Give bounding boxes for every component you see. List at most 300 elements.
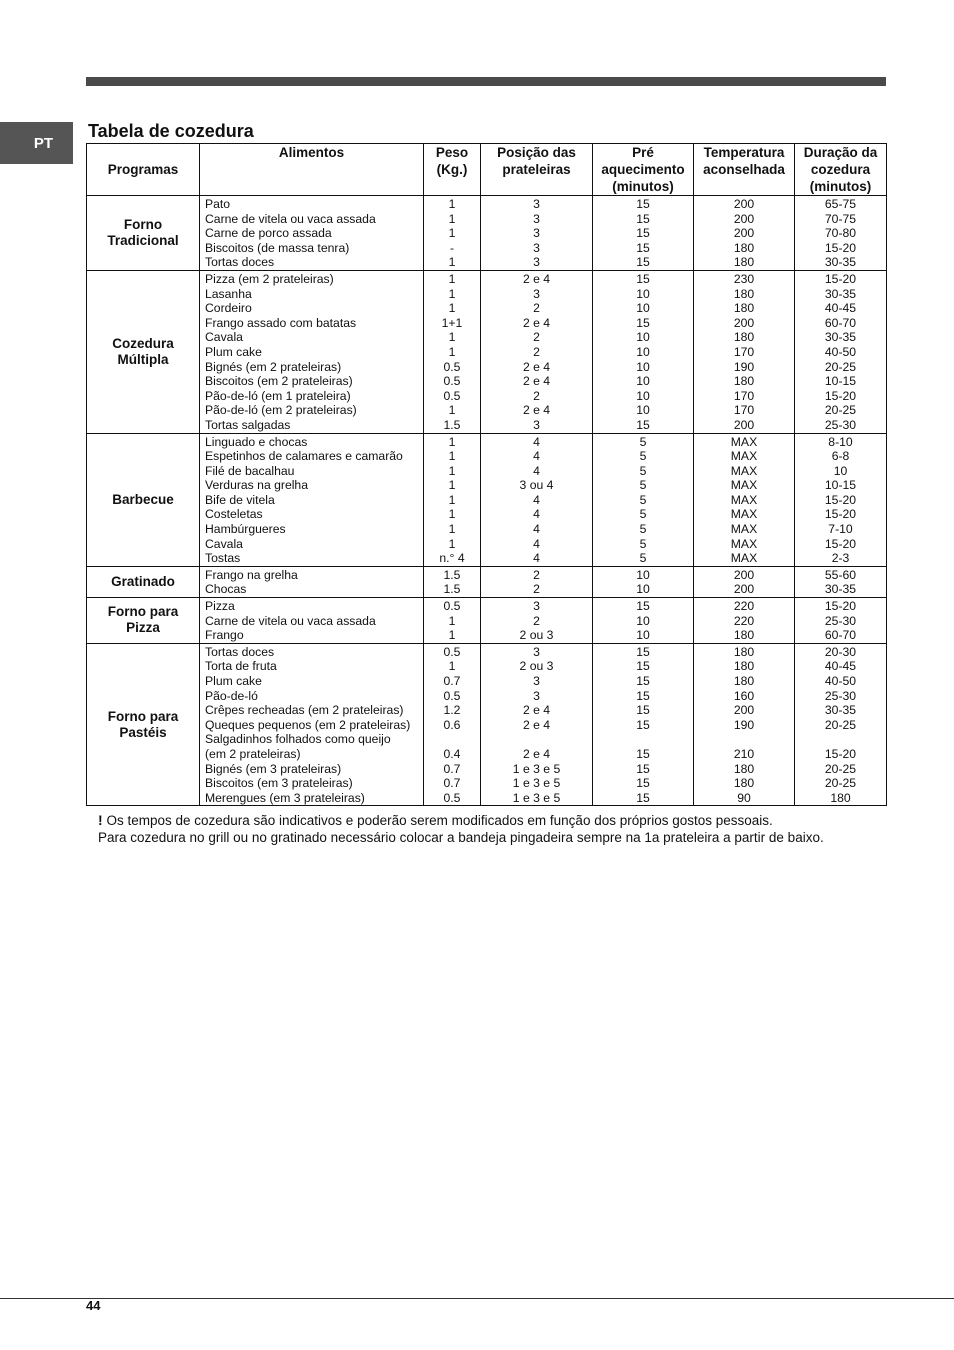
peso-value: 0.7 [443,761,461,776]
peso-value: 0.5 [443,599,461,614]
header-pre-line: aquecimento [601,162,685,177]
peso-value: 1+1 [441,315,463,330]
food-value: Pizza [205,599,235,614]
program-cell [87,643,200,806]
peso-value [424,732,480,747]
duracao-cell [795,433,887,566]
program-name: Forno para [107,604,179,620]
temperatura-value: 230 [733,271,755,286]
header-duracao-line: cozedura [810,162,871,177]
posicao-value: 2 ou 3 [519,659,554,674]
header-posicao-line: prateleiras [502,162,571,177]
table-row [87,643,887,806]
peso-cell [424,643,481,806]
temperatura-value: MAX [730,492,758,507]
pre-aquecimento-value: 10 [636,374,650,389]
page-number: 44 [86,1298,101,1313]
program-name: Tradicional [107,232,179,248]
temperatura-value: MAX [730,551,758,566]
temperatura-value [694,732,794,747]
peso-value: 1 [448,344,456,359]
temperatura-cell [694,598,795,644]
pre-aquecimento-value: 10 [636,359,650,374]
pre-aquecimento-cell [593,196,694,271]
duracao-value: 30-35 [824,286,857,301]
food-value: Biscoitos (de massa tenra) [205,240,350,255]
peso-value: 1 [448,403,456,418]
pre-aquecimento-value: 10 [636,286,650,301]
program-name: Pizza [126,620,160,636]
pre-aquecimento-value: 10 [636,301,650,316]
food-value: Cordeiro [205,301,252,316]
pre-aquecimento-value: 15 [636,644,650,659]
header-temperatura-line: Temperatura [703,145,785,160]
pre-aquecimento-value: 5 [639,522,647,537]
program-name: Gratinado [111,573,175,589]
footnote-line-2: Para cozedura no grill ou no gratinado necessário colocar a bandeja pingadeira sempre na 1a prateleira a partir de baixo. [98,830,824,845]
food-cell [200,433,424,566]
peso-cell [424,196,481,271]
duracao-value: 25-30 [824,613,857,628]
food-value: Filé de bacalhau [205,463,295,478]
food-value: Bignés (em 3 prateleiras) [205,761,342,776]
peso-value: 1 [448,659,456,674]
duracao-value: 2-3 [831,551,850,566]
peso-value: 0.5 [443,688,461,703]
peso-value: 0.5 [443,388,461,403]
pre-aquecimento-value: 15 [636,746,650,761]
temperatura-cell [694,433,795,566]
food-value: Carne de vitela ou vaca assada [205,613,376,628]
posicao-value: 2 e 4 [522,374,551,389]
posicao-value: 3 [533,226,540,241]
duracao-value: 15-20 [824,492,857,507]
duracao-value: 60-70 [824,315,857,330]
program-cell [87,598,200,644]
duracao-value: 6-8 [831,449,850,464]
pre-aquecimento-value: 5 [639,492,647,507]
food-value: Pato [205,197,231,211]
food-cell [200,643,424,806]
pre-aquecimento-value: 15 [636,688,650,703]
posicao-value: 4 [533,492,540,507]
header-pre-line: Pré [632,145,654,160]
pre-aquecimento-value: 15 [636,211,650,226]
food-cell [200,566,424,597]
temperatura-value: 180 [733,776,755,791]
temperatura-value: 180 [733,374,755,389]
table-row [87,433,887,566]
peso-cell [424,433,481,566]
header-temperatura [694,144,795,196]
duracao-value: 30-35 [824,582,857,597]
pre-aquecimento-value: 10 [636,388,650,403]
pre-aquecimento-value: 15 [636,271,650,286]
posicao-value: 4 [533,551,540,566]
duracao-value: 20-25 [824,761,857,776]
peso-value: 1 [448,330,456,345]
posicao-value: 3 [533,674,540,688]
food-value: Espetinhos de calamares e camarão [205,449,403,464]
food-value: Frango assado com batatas [205,315,357,330]
posicao-value: 3 [533,286,540,301]
pre-aquecimento-value: 15 [636,659,650,674]
pre-aquecimento-value [593,732,693,747]
duracao-value: 180 [830,790,851,805]
posicao-cell [481,566,593,597]
posicao-value: 2 e 4 [522,359,551,374]
pre-aquecimento-value: 15 [636,761,650,776]
pre-aquecimento-value: 10 [636,567,650,582]
temperatura-value: 170 [733,344,755,359]
peso-value: 1.5 [443,567,461,582]
food-value: Tortas doces [205,644,275,659]
footnote-line-1: Os tempos de cozedura são indicativos e poderão serem modificados em função dos próprios gostos pessoais. [106,813,773,828]
posicao-value: 3 [533,644,540,659]
posicao-value: 1 e 3 e 5 [512,790,561,805]
posicao-value: 4 [533,522,540,537]
table-body [87,196,887,806]
peso-value: 1.2 [443,703,461,718]
duracao-value: 70-80 [824,226,857,241]
peso-value: n.° 4 [439,551,465,566]
header-temperatura-line: aconselhada [703,162,785,177]
posicao-value: 3 [533,599,540,614]
peso-cell [424,270,481,433]
posicao-value: 2 e 4 [522,403,551,418]
food-value: (em 2 prateleiras) [205,746,301,761]
program-name: Cozedura [112,335,174,351]
duracao-value: 15-20 [824,507,857,522]
temperatura-value: 200 [733,582,755,597]
food-value: Pão-de-ló (em 2 prateleiras) [205,403,357,418]
posicao-value: 2 [533,344,540,359]
header-duracao [795,144,887,196]
pre-aquecimento-value: 10 [636,628,650,643]
pre-aquecimento-value: 5 [639,507,647,522]
peso-value: 1 [448,197,456,211]
food-value: Linguado e chocas [205,434,308,449]
duracao-value: 25-30 [824,688,857,703]
temperatura-value: 220 [733,599,755,614]
food-value: Chocas [205,582,247,597]
posicao-value: 2 [533,388,540,403]
peso-cell [424,598,481,644]
temperatura-cell [694,643,795,806]
pre-aquecimento-value: 10 [636,582,650,597]
food-value: Cavala [205,330,243,345]
temperatura-value: 180 [733,628,755,643]
peso-value: 1 [448,255,456,270]
peso-value: 1 [448,226,456,241]
food-value: Tortas doces [205,255,275,270]
duracao-value: 40-50 [824,344,857,359]
top-decorative-bar [86,77,886,86]
pre-aquecimento-value: 5 [639,449,647,464]
temperatura-cell [694,196,795,271]
food-value: Tostas [205,551,241,566]
posicao-cell [481,196,593,271]
posicao-value: 2 ou 3 [519,628,554,643]
food-value: Queques pequenos (em 2 prateleiras) [205,717,411,732]
program-cell [87,433,200,566]
cooking-table [86,143,887,806]
header-peso-line: Peso [435,145,469,160]
table-row [87,270,887,433]
program-name: Múltipla [117,351,169,367]
peso-value: - [449,240,455,255]
peso-value: 0.4 [443,746,461,761]
posicao-value: 3 [533,197,540,211]
temperatura-cell [694,270,795,433]
peso-value: 1 [448,492,456,507]
temperatura-value: 210 [733,746,755,761]
peso-value: 0.6 [443,717,461,732]
duracao-value: 20-25 [824,403,857,418]
posicao-value: 4 [533,536,540,551]
food-value: Frango na grelha [205,567,298,582]
pre-aquecimento-value: 5 [639,478,647,493]
pre-aquecimento-value: 15 [636,240,650,255]
duracao-value: 15-20 [824,746,857,761]
posicao-value: 3 [533,417,540,432]
pre-aquecimento-value: 5 [639,536,647,551]
duracao-value: 20-30 [824,644,857,659]
temperatura-value: MAX [730,522,758,537]
peso-value: 0.7 [443,776,461,791]
temperatura-value: 200 [733,211,755,226]
table-row [87,598,887,644]
food-value: Pão-de-ló (em 1 prateleira) [205,388,351,403]
food-cell [200,598,424,644]
temperatura-value: 90 [737,790,751,805]
pre-aquecimento-cell [593,598,694,644]
header-programas: Programas [87,144,200,196]
pre-aquecimento-value: 5 [639,463,647,478]
pre-aquecimento-value: 15 [636,197,650,211]
temperatura-value: 180 [733,330,755,345]
temperatura-value: MAX [730,463,758,478]
posicao-value: 2 e 4 [522,703,551,718]
peso-value: 1 [448,271,456,286]
peso-value: 1 [448,449,456,464]
peso-value: 0.5 [443,644,461,659]
bottom-rule [0,1298,954,1299]
temperatura-value: 180 [733,644,755,659]
duracao-value: 30-35 [824,330,857,345]
peso-value: 1 [448,211,456,226]
posicao-value: 2 e 4 [522,315,551,330]
header-peso [424,144,481,196]
peso-value: 0.7 [443,674,461,688]
posicao-value: 3 [533,240,540,255]
header-duracao-line: Duração da [803,145,878,160]
posicao-value: 2 e 4 [522,746,551,761]
program-cell [87,566,200,597]
pre-aquecimento-value: 15 [636,417,650,432]
duracao-value: 20-25 [824,717,857,732]
duracao-value: 65-75 [824,197,857,211]
pre-aquecimento-value: 10 [636,403,650,418]
posicao-value: 4 [533,507,540,522]
posicao-cell [481,598,593,644]
duracao-value: 25-30 [824,417,857,432]
duracao-value: 40-45 [824,659,857,674]
posicao-value: 2 [533,330,540,345]
pre-aquecimento-value: 5 [639,551,647,566]
temperatura-value: 180 [733,255,755,270]
program-name: Barbecue [112,491,174,507]
food-cell [200,270,424,433]
food-value: Crêpes recheadas (em 2 prateleiras) [205,703,404,718]
peso-value: 1 [448,536,456,551]
header-alimentos: Alimentos [200,144,424,196]
food-value: Plum cake [205,344,262,359]
duracao-value: 15-20 [824,599,857,614]
temperatura-value: 190 [733,717,755,732]
peso-value: 0.5 [443,790,461,805]
header-duracao-line: (minutos) [809,179,872,194]
peso-value: 1 [448,286,456,301]
food-value: Cavala [205,536,243,551]
temperatura-value: 200 [733,703,755,718]
food-value: Hambúrgueres [205,522,286,537]
program-cell [87,196,200,271]
temperatura-value: 180 [733,674,755,688]
food-value: Carne de vitela ou vaca assada [205,211,376,226]
temperatura-value: 200 [733,197,755,211]
peso-value: 0.5 [443,359,461,374]
pre-aquecimento-value: 15 [636,315,650,330]
posicao-value: 3 ou 4 [519,478,554,493]
pre-aquecimento-cell [593,433,694,566]
food-value: Carne de porco assada [205,226,332,241]
posicao-value: 2 [533,567,540,582]
temperatura-value: 180 [733,761,755,776]
pre-aquecimento-cell [593,566,694,597]
peso-value: 1 [448,301,456,316]
posicao-value: 3 [533,688,540,703]
header-peso-line: (Kg.) [436,162,468,177]
temperatura-value: 180 [733,659,755,674]
food-value: Torta de fruta [205,659,277,674]
peso-value: 1 [448,522,456,537]
pre-aquecimento-value: 15 [636,674,650,688]
posicao-value [481,732,592,747]
temperatura-value: MAX [730,449,758,464]
food-value: Plum cake [205,674,262,688]
peso-value: 1.5 [443,417,461,432]
duracao-value: 15-20 [824,240,857,255]
duracao-value: 10 [833,463,848,478]
pre-aquecimento-value: 15 [636,255,650,270]
pre-aquecimento-cell [593,270,694,433]
temperatura-value: MAX [730,478,758,493]
food-value: Lasanha [205,286,252,301]
food-value: Merengues (em 3 prateleiras) [205,790,365,805]
posicao-value: 3 [533,255,540,270]
temperatura-value: 200 [733,417,755,432]
table-row [87,566,887,597]
duracao-value: 15-20 [824,271,857,286]
duracao-value [795,732,886,747]
peso-value: 1 [448,478,456,493]
pre-aquecimento-value: 15 [636,599,650,614]
table-row [87,196,887,271]
duracao-value: 7-10 [828,522,853,537]
temperatura-value: 220 [733,613,755,628]
peso-value: 1 [448,628,456,643]
posicao-value: 4 [533,463,540,478]
duracao-value: 30-35 [824,703,857,718]
food-value: Pão-de-ló [205,688,258,703]
posicao-value: 2 e 4 [522,271,551,286]
duracao-value: 10-15 [824,478,857,493]
temperatura-value: 170 [733,388,755,403]
peso-value: 0.5 [443,374,461,389]
posicao-value: 2 [533,613,540,628]
program-name: Pastéis [119,724,167,740]
duracao-cell [795,196,887,271]
header-pre-aquecimento [593,144,694,196]
pre-aquecimento-value: 15 [636,703,650,718]
temperatura-value: 180 [733,301,755,316]
food-value: Bignés (em 2 prateleiras) [205,359,342,374]
duracao-value: 20-25 [824,776,857,791]
duracao-value: 70-75 [824,211,857,226]
posicao-cell [481,643,593,806]
posicao-cell [481,270,593,433]
posicao-value: 4 [533,434,540,449]
posicao-cell [481,433,593,566]
temperatura-value: 190 [733,359,755,374]
temperatura-value: 180 [733,240,755,255]
food-value: Pizza (em 2 prateleiras) [205,271,334,286]
food-value: Tortas salgadas [205,417,291,432]
temperatura-value: MAX [730,507,758,522]
pre-aquecimento-value: 15 [636,776,650,791]
table-header-row [87,144,887,196]
program-name: Forno para [107,708,179,724]
food-value: Costeletas [205,507,263,522]
duracao-value: 8-10 [828,434,853,449]
peso-cell [424,566,481,597]
peso-value: 1 [448,613,456,628]
posicao-value: 2 [533,582,540,597]
temperatura-value: 170 [733,403,755,418]
peso-value: 1 [448,434,456,449]
food-value: Biscoitos (em 3 prateleiras) [205,776,353,791]
pre-aquecimento-value: 10 [636,330,650,345]
duracao-value: 10-15 [824,374,857,389]
duracao-value: 40-45 [824,301,857,316]
temperatura-value: 200 [733,315,755,330]
pre-aquecimento-cell [593,643,694,806]
header-posicao-line: Posição das [497,145,576,160]
peso-value: 1.5 [443,582,461,597]
peso-value: 1 [448,463,456,478]
duracao-value: 20-25 [824,359,857,374]
pre-aquecimento-value: 10 [636,613,650,628]
temperatura-cell [694,566,795,597]
temperatura-value: 180 [733,286,755,301]
temperatura-value: 200 [733,226,755,241]
duracao-value: 55-60 [824,567,857,582]
food-value: Bife de vitela [205,492,275,507]
pre-aquecimento-value: 15 [636,717,650,732]
food-value: Frango [205,628,244,643]
posicao-value: 4 [533,449,540,464]
